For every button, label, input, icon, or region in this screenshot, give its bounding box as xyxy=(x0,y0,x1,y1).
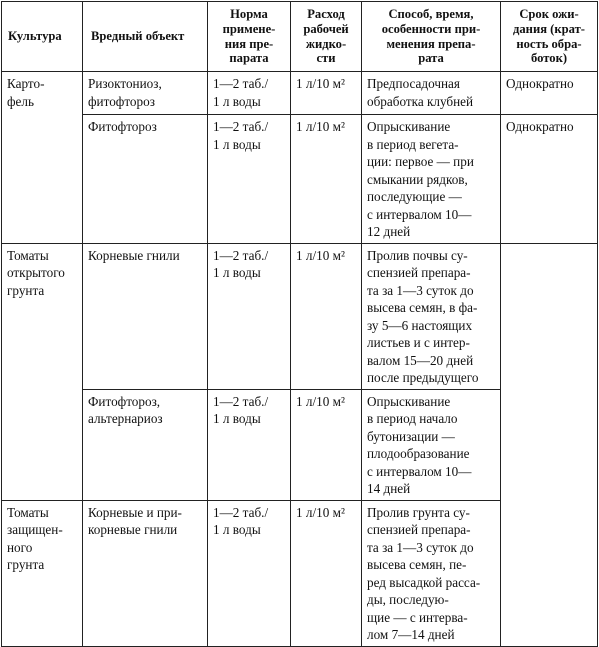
table-row xyxy=(2,72,598,115)
header-pest: Вредный объект xyxy=(83,2,208,72)
cell-wait-empty xyxy=(501,243,598,389)
cell-rate: 1—2 таб./ 1 л воды xyxy=(208,72,291,115)
header-method: Способ, время, особенности при- менения препа- рата xyxy=(362,2,501,72)
cell-rate: 1—2 таб./ 1 л воды xyxy=(208,243,291,389)
cell-wait: Однократно xyxy=(501,115,598,244)
cell-consumption: 1 л/10 м² xyxy=(291,500,362,646)
cell-method: Пролив грунта су- спензией препара- та за 1—3 суток до высева семян, пе- ред высадкой расса- ды, последую- щие — с интерва- лом 7—14 дней xyxy=(362,500,501,646)
cell-wait-empty xyxy=(501,500,598,646)
table-row xyxy=(2,500,598,646)
cell-pest: Фитофтороз, альтернариоз xyxy=(83,389,208,500)
cell-culture: Карто- фель xyxy=(2,72,83,244)
cell-consumption: 1 л/10 м² xyxy=(291,115,362,244)
table-header-row xyxy=(2,2,598,72)
header-consumption: Расход рабочей жидко- сти xyxy=(291,2,362,72)
cell-culture: Томаты защищен- ного грунта xyxy=(2,500,83,646)
cell-pest: Фитофтороз xyxy=(83,115,208,244)
table-row xyxy=(2,243,598,389)
cell-method: Предпосадочная обработка клубней xyxy=(362,72,501,115)
cell-consumption: 1 л/10 м² xyxy=(291,243,362,389)
header-wait: Срок ожи- дания (крат- ность обра- боток) xyxy=(501,2,598,72)
cell-consumption: 1 л/10 м² xyxy=(291,72,362,115)
table-row xyxy=(2,389,598,500)
cell-rate: 1—2 таб./ 1 л воды xyxy=(208,115,291,244)
cell-pest: Ризоктониоз, фитофтороз xyxy=(83,72,208,115)
header-rate: Норма примене- ния пре- парата xyxy=(208,2,291,72)
cell-wait: Однократно xyxy=(501,72,598,115)
cell-method: Опрыскивание в период начало бутонизации — плодообразование с интервалом 10— 14 дней xyxy=(362,389,501,500)
cell-wait-empty xyxy=(501,389,598,500)
cell-pest: Корневые и при- корневые гнили xyxy=(83,500,208,646)
cell-pest: Корневые гнили xyxy=(83,243,208,389)
cell-rate: 1—2 таб./ 1 л воды xyxy=(208,500,291,646)
cell-rate: 1—2 таб./ 1 л воды xyxy=(208,389,291,500)
pesticide-table xyxy=(1,1,598,647)
cell-method: Пролив почвы су- спензией препара- та за 1—3 суток до высева семян, в фа- зу 5—6 настоящих листьев и с интер- валом 15—20 дней после предыдущего xyxy=(362,243,501,389)
cell-culture: Томаты открытого грунта xyxy=(2,243,83,500)
cell-method: Опрыскивание в период вегета- ции: первое — при смыкании рядков, последующие — с интервалом 10— 12 дней xyxy=(362,115,501,244)
cell-consumption: 1 л/10 м² xyxy=(291,389,362,500)
header-culture: Культура xyxy=(2,2,83,72)
table-row xyxy=(2,115,598,244)
